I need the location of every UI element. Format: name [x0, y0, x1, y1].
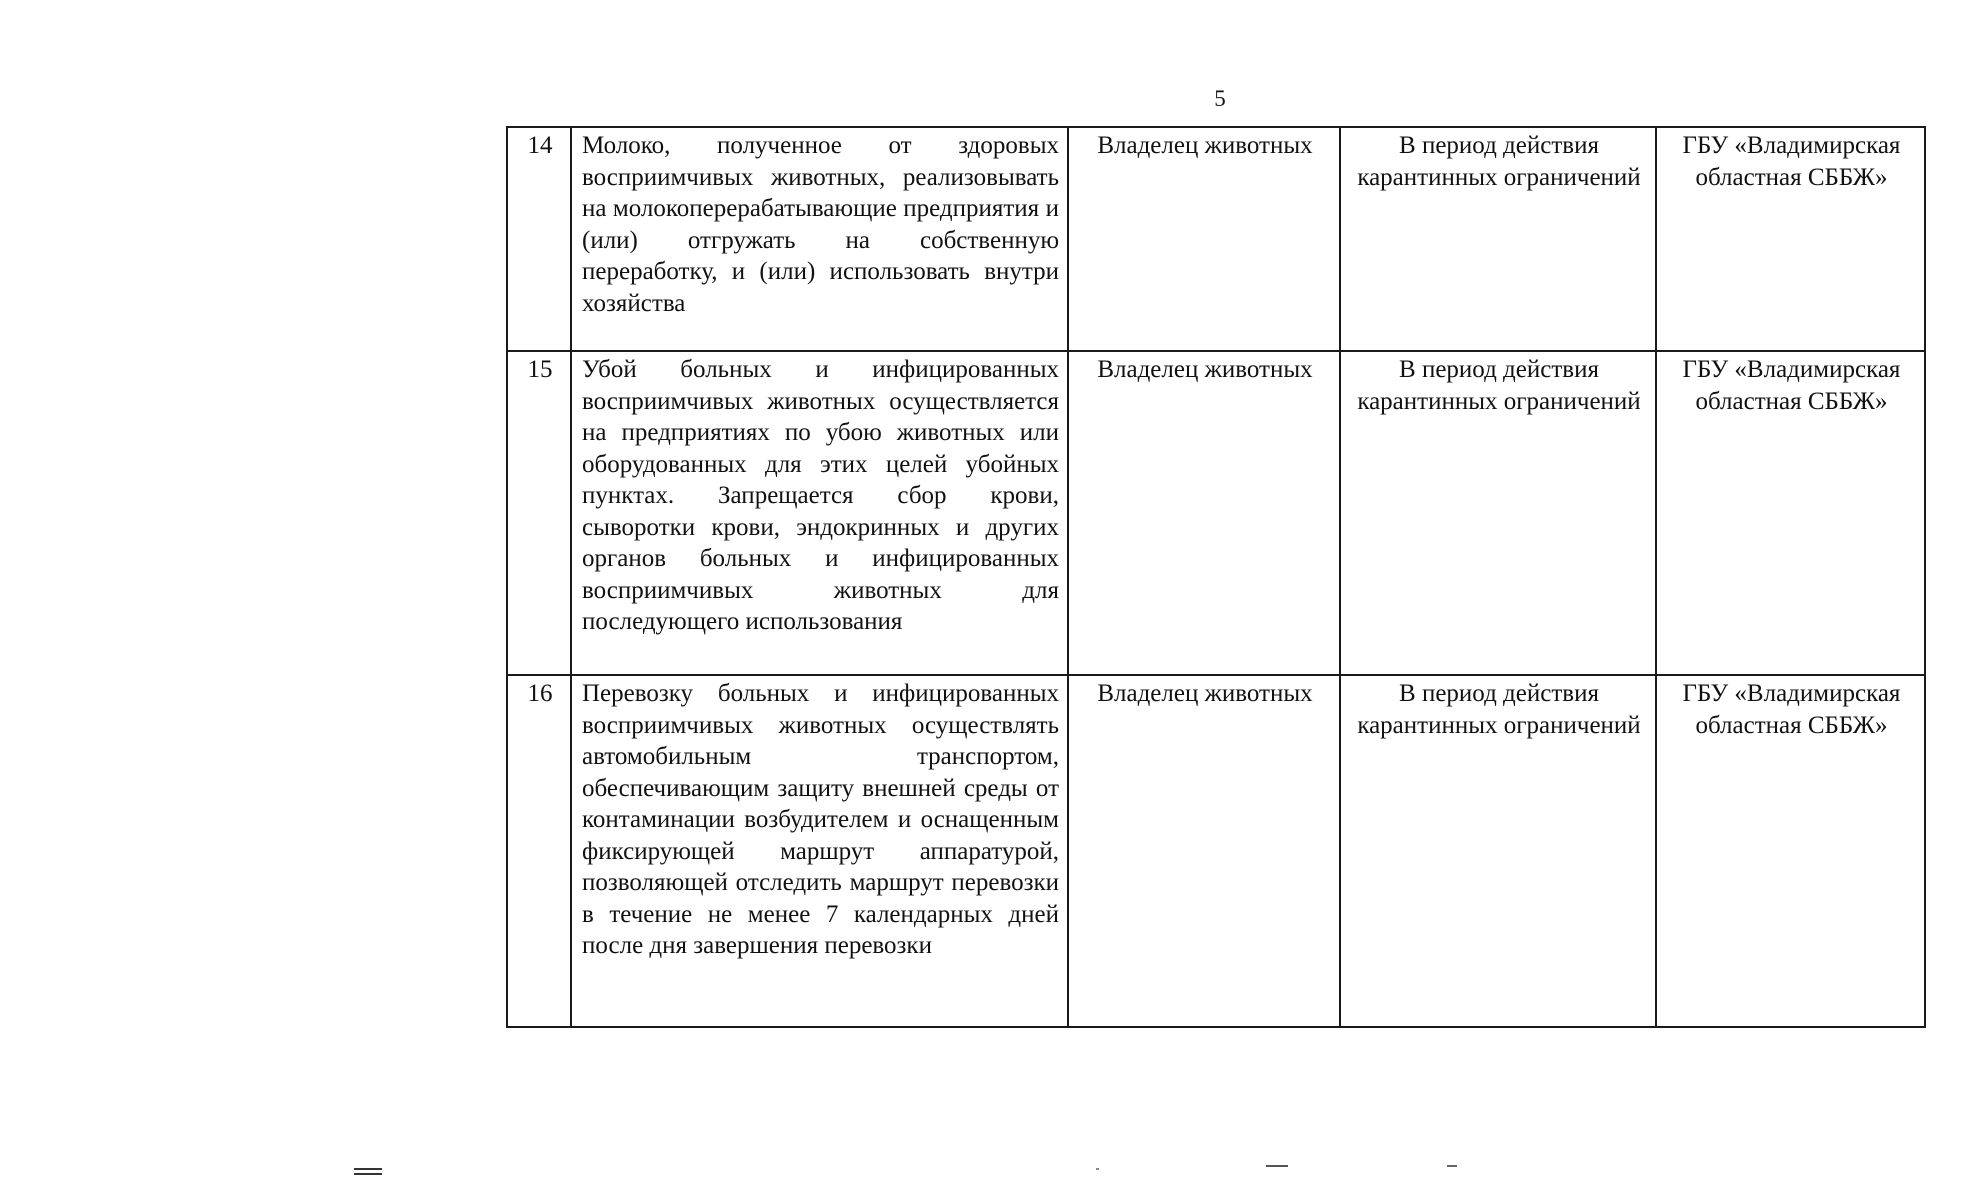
period-cell: В период действия карантинных ограничений	[1340, 675, 1656, 1027]
table-row	[507, 351, 1925, 675]
scan-artifact-mark	[354, 1173, 382, 1175]
executor-cell: ГБУ «Владимирская областная СББЖ»	[1656, 127, 1925, 351]
executor-cell: ГБУ «Владимирская областная СББЖ»	[1656, 675, 1925, 1027]
scan-artifact-mark	[1096, 1168, 1099, 1170]
row-number: 15	[507, 351, 571, 675]
scan-artifact-mark	[354, 1168, 382, 1170]
responsible-cell: Владелец животных	[1068, 675, 1340, 1027]
period-cell: В период действия карантинных ограничений	[1340, 351, 1656, 675]
measure-cell: Молоко, полученное от здоровых восприимчивых животных, реализовывать на молокоперерабатывающие предприятия и (или) отгружать на собственную переработку, и (или) использовать внутри хозяйства	[571, 127, 1068, 351]
measure-cell: Убой больных и инфицированных восприимчивых животных осуществляется на предприятиях по убою животных или оборудованных для этих целей убойных пунктах. Запрещается сбор крови, сыворотки крови, эндокринных и других органов больных и инфицированных восприимчивых животных для последующего использования	[571, 351, 1068, 675]
responsible-cell: Владелец животных	[1068, 127, 1340, 351]
scan-artifact-mark	[1447, 1165, 1457, 1167]
row-number: 14	[507, 127, 571, 351]
responsible-cell: Владелец животных	[1068, 351, 1340, 675]
table-row	[507, 675, 1925, 1027]
measures-table-container	[506, 126, 1926, 1028]
measures-table	[506, 126, 1926, 1028]
row-number: 16	[507, 675, 571, 1027]
executor-cell: ГБУ «Владимирская областная СББЖ»	[1656, 351, 1925, 675]
table-row	[507, 127, 1925, 351]
scan-artifact-mark	[1266, 1165, 1288, 1167]
measure-cell: Перевозку больных и инфицированных восприимчивых животных осуществлять автомобильным транспортом, обеспечивающим защиту внешней среды от контаминации возбудителем и оснащенным фиксирующей маршрут аппаратурой, позволяющей отследить маршрут перевозки в течение не менее 7 календарных дней после дня завершения перевозки	[571, 675, 1068, 1027]
period-cell: В период действия карантинных ограничений	[1340, 127, 1656, 351]
page-number: 5	[1214, 86, 1226, 111]
